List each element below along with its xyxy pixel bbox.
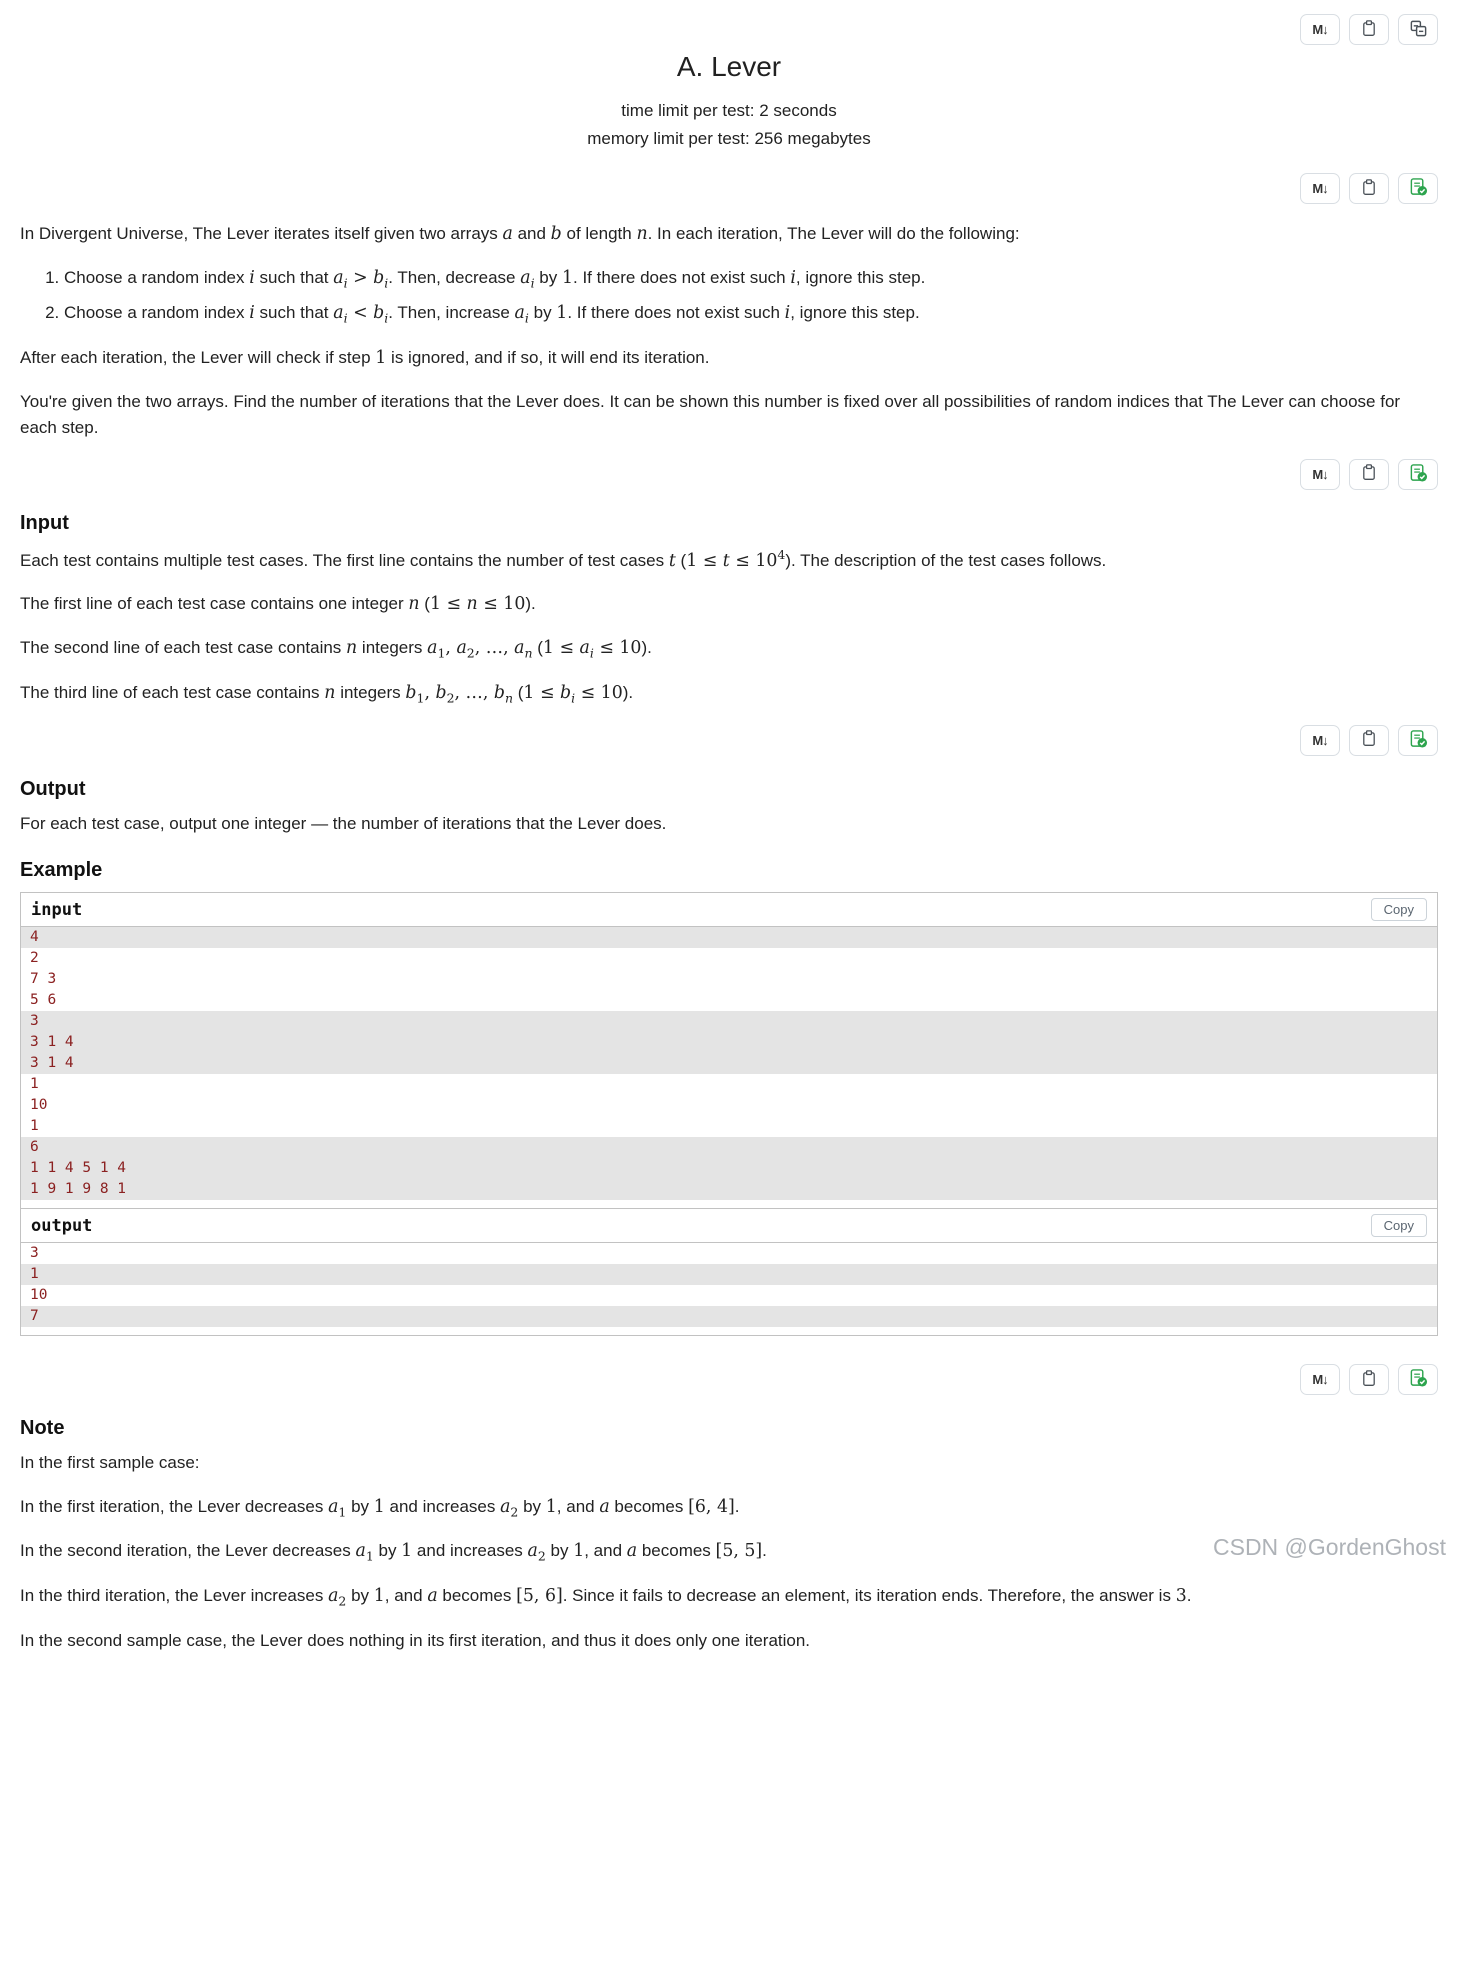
example-line: 1 <box>21 1264 1437 1285</box>
markdown-download-button[interactable] <box>1300 14 1340 45</box>
example-line: 3 1 4 <box>21 1053 1437 1074</box>
example-line: 7 3 <box>30 971 57 988</box>
markdown-download-button[interactable] <box>1300 725 1340 756</box>
note-paragraph: In the second sample case, the Lever does nothing in its first iteration, and thus it does only one iteration. <box>20 1631 811 1651</box>
note-paragraph: In the first iteration, the Lever decreases $a_1$ by 1 and increases $a_2$ by 1, and a becomes [6, 4]. <box>20 1496 740 1520</box>
example-output-code <box>21 1243 1437 1335</box>
example-input-header <box>21 893 1437 927</box>
time-limit: time limit per test: 2 seconds <box>621 101 837 120</box>
statement-steps <box>20 265 1438 328</box>
markdown-download-button[interactable] <box>1300 173 1340 204</box>
example-line: 4 <box>21 927 1437 948</box>
copy-input-button[interactable]: Copy <box>1371 898 1427 921</box>
example-line: 1 1 4 5 1 4 <box>21 1158 1437 1179</box>
example-input-section <box>21 893 1437 1208</box>
csdn-watermark: CSDN @GordenGhost <box>1213 1534 1446 1560</box>
example-line: 3 <box>21 1011 1437 1032</box>
note-paragraph: In the second iteration, the Lever decreases $a_1$ by 1 and increases $a_2$ by 1, and a becomes [5, 5]. <box>20 1541 767 1564</box>
example-line: 1 <box>30 1076 39 1093</box>
copy-to-clipboard-button[interactable] <box>1349 14 1389 45</box>
example-section-title: Example <box>20 859 103 882</box>
clipboard-icon <box>1361 19 1377 41</box>
markdown-download-icon: M↓ <box>1312 181 1328 196</box>
copy-output-button[interactable]: Copy <box>1371 1214 1427 1237</box>
toolbar-statement <box>20 173 1438 204</box>
example-line: 10 <box>30 1287 48 1304</box>
parse-problem-button[interactable] <box>1398 459 1438 490</box>
toolbar-input <box>20 459 1438 490</box>
example-line: 3 1 4 <box>21 1032 1437 1053</box>
copy-to-clipboard-button[interactable] <box>1349 1364 1389 1395</box>
doc-check-icon <box>1409 729 1428 752</box>
statement-step: 1. Choose a random index i such that $a_i > b_i$. Then, decrease $a_i$ by 1. If there does not exist such i, ignore this step. <box>64 265 1438 293</box>
output-label: output <box>31 1215 93 1236</box>
doc-check-icon <box>1409 1368 1428 1391</box>
input-label: input <box>31 899 83 920</box>
example-line: 3 <box>30 1245 39 1262</box>
input-paragraph: The first line of each test case contains one integer n (1 ≤ n ≤ 10). <box>20 594 536 615</box>
example-line: 6 <box>21 1137 1437 1158</box>
toolbar-top <box>20 14 1438 45</box>
clipboard-icon <box>1361 178 1377 200</box>
clipboard-icon <box>1361 1369 1377 1391</box>
example-box <box>20 892 1438 1336</box>
example-output-section <box>21 1208 1437 1335</box>
input-paragraph: The second line of each test case contains n integers $a_1$, $a_2$, …, $a_n$ $(1 \le a_i \le 10)$. <box>20 638 652 661</box>
memory-limit: memory limit per test: 256 megabytes <box>587 129 871 148</box>
clipboard-icon <box>1361 463 1377 485</box>
markdown-download-icon: M↓ <box>1312 1372 1328 1388</box>
copy-to-clipboard-button[interactable] <box>1349 173 1389 204</box>
example-input-code <box>21 927 1437 1208</box>
example-line: 1 9 1 9 8 1 <box>21 1179 1437 1200</box>
markdown-download-icon: M↓ <box>1312 732 1328 748</box>
parse-problem-button[interactable] <box>1398 1364 1438 1395</box>
translate-pages-icon <box>1409 19 1428 41</box>
markdown-download-icon: M↓ <box>1312 466 1328 482</box>
doc-check-icon <box>1409 463 1428 486</box>
markdown-download-button[interactable] <box>1300 459 1340 490</box>
toolbar-note <box>20 1364 1438 1395</box>
parse-problem-button[interactable] <box>1398 173 1438 204</box>
copy-to-clipboard-button[interactable] <box>1349 459 1389 490</box>
note-paragraph: In the first sample case: <box>20 1453 200 1473</box>
input-section-title: Input <box>20 511 69 534</box>
translate-button[interactable] <box>1398 14 1438 45</box>
example-line: 1 <box>30 1118 39 1135</box>
statement-step: 2. Choose a random index i such that $a_i < b_i$. Then, increase $a_i$ by 1. If there does not exist such i, ignore this step. <box>64 300 1438 328</box>
problem-title: A. Lever <box>676 51 782 82</box>
example-output-header <box>21 1209 1437 1243</box>
parse-problem-button[interactable] <box>1398 725 1438 756</box>
note-section-title: Note <box>20 1417 65 1440</box>
example-line: 10 <box>30 1097 48 1114</box>
example-line: 7 <box>21 1306 1437 1327</box>
toolbar-output <box>20 725 1438 756</box>
markdown-download-icon: M↓ <box>1312 22 1328 37</box>
clipboard-icon <box>1361 729 1377 751</box>
output-paragraph: For each test case, output one integer — the number of iterations that the Lever does. <box>20 813 667 833</box>
statement-paragraph: After each iteration, the Lever will check if step 1 is ignored, and if so, it will end its iteration. <box>20 348 710 369</box>
example-line: 2 <box>30 950 39 967</box>
statement-paragraph: You're given the two arrays. Find the number of iterations that the Lever does. It can be shown this number is fixed over all possibilities of random indices that The Lever can choose for each step. <box>20 392 1401 438</box>
example-line: 5 6 <box>30 992 57 1009</box>
note-paragraph: In the third iteration, the Lever increases $a_2$ by 1, and a becomes [5, 6]. Since it fails to decrease an element, its iteration ends. Therefore, the answer is 3. <box>20 1586 1192 1609</box>
statement-paragraph: In Divergent Universe, The Lever iterates itself given two arrays a and b of length n. In each iteration, The Lever will do the following: <box>20 224 1020 244</box>
copy-to-clipboard-button[interactable] <box>1349 725 1389 756</box>
input-paragraph: Each test contains multiple test cases. The first line contains the number of test cases t $(1 \le t \le 10^4)$. The description of the test cases follows. <box>20 546 1107 571</box>
markdown-download-button[interactable] <box>1300 1364 1340 1395</box>
doc-check-icon <box>1409 177 1428 200</box>
input-paragraph: The third line of each test case contains n integers $b_1$, $b_2$, …, $b_n$ $(1 \le b_i \le 10)$. <box>20 683 634 706</box>
output-section-title: Output <box>20 777 86 800</box>
